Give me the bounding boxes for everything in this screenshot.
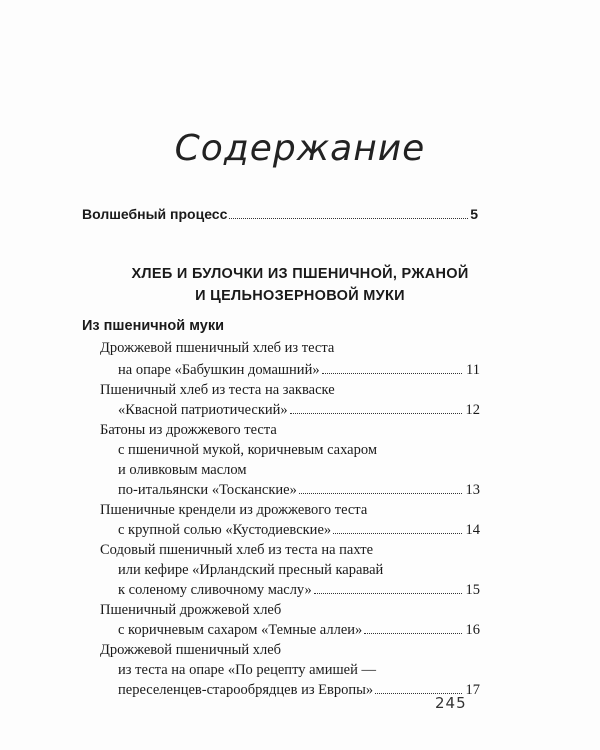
dot-leader [299, 493, 462, 494]
toc-entry-text: на опаре «Бабушкин домашний» [118, 362, 320, 378]
section-title [0, 263, 600, 307]
toc-entry-line: Пшеничный дрожжевой хлеб [100, 602, 282, 618]
toc-entry-line: Пшеничные крендели из дрожжевого теста [100, 502, 368, 518]
toc-entry-text: с крупной солью «Кустодиевские» [118, 522, 332, 538]
toc-entry-last-line[interactable] [118, 682, 480, 699]
toc-entry-line: Дрожжевой пшеничный хлеб [100, 642, 282, 658]
dot-leader [333, 533, 461, 534]
toc-page-number: 13 [465, 482, 480, 498]
toc-entry-text: к соленому сливочному маслу» [118, 582, 312, 598]
toc-entry-text: с коричневым сахаром «Темные аллеи» [118, 622, 363, 638]
toc-entry-text: по-итальянски «Тосканские» [118, 482, 297, 498]
toc-page-number: 5 [470, 206, 478, 222]
toc-page-number: 15 [465, 582, 480, 598]
section-title-line1: ХЛЕБ И БУЛОЧКИ ИЗ ПШЕНИЧНОЙ, РЖАНОЙ [131, 266, 469, 282]
toc-page-number: 17 [465, 682, 480, 698]
toc-entry-intro[interactable] [82, 206, 478, 222]
toc-entry-text: переселенцев-старообрядцев из Европы» [118, 682, 374, 698]
dot-leader [229, 218, 468, 219]
toc-entry-last-line[interactable] [118, 402, 480, 419]
toc-entry-line: из теста на опаре «По рецепту амишей — [118, 662, 376, 678]
toc-page-number: 12 [465, 402, 480, 418]
dot-leader [322, 373, 462, 374]
toc-entry-line: и оливковым маслом [118, 462, 247, 478]
toc-entry-last-line[interactable] [118, 582, 480, 599]
toc-page-number: 11 [466, 362, 480, 378]
toc-entry-last-line[interactable] [118, 482, 480, 499]
toc-entry-line: Содовый пшеничный хлеб из теста на пахте [100, 542, 374, 558]
toc-entry-line: Пшеничный хлеб из теста на закваске [100, 382, 335, 398]
toc-entry-title: Волшебный процесс [82, 206, 228, 222]
dot-leader [364, 633, 461, 634]
page-folio: 245 [435, 694, 467, 712]
toc-entry-text: «Квасной патриотический» [118, 402, 288, 418]
dot-leader [314, 593, 462, 594]
subsection-title: Из пшеничной муки [82, 318, 224, 334]
toc-entry-line: Дрожжевой пшеничный хлеб из теста [100, 340, 335, 356]
toc-entry-line: Батоны из дрожжевого теста [100, 422, 277, 438]
toc-page-number: 16 [465, 622, 480, 638]
section-title-line2: И ЦЕЛЬНОЗЕРНОВОЙ МУКИ [195, 288, 405, 304]
page-heading: Содержание [174, 128, 426, 169]
toc-entry-last-line[interactable] [118, 522, 480, 539]
toc-entry-line: с пшеничной мукой, коричневым сахаром [118, 442, 378, 458]
toc-entry-last-line[interactable] [118, 362, 480, 379]
toc-entry-last-line[interactable] [118, 622, 480, 639]
dot-leader [290, 413, 462, 414]
toc-page-number: 14 [465, 522, 480, 538]
toc-entry-line: или кефире «Ирландский пресный каравай [118, 562, 384, 578]
